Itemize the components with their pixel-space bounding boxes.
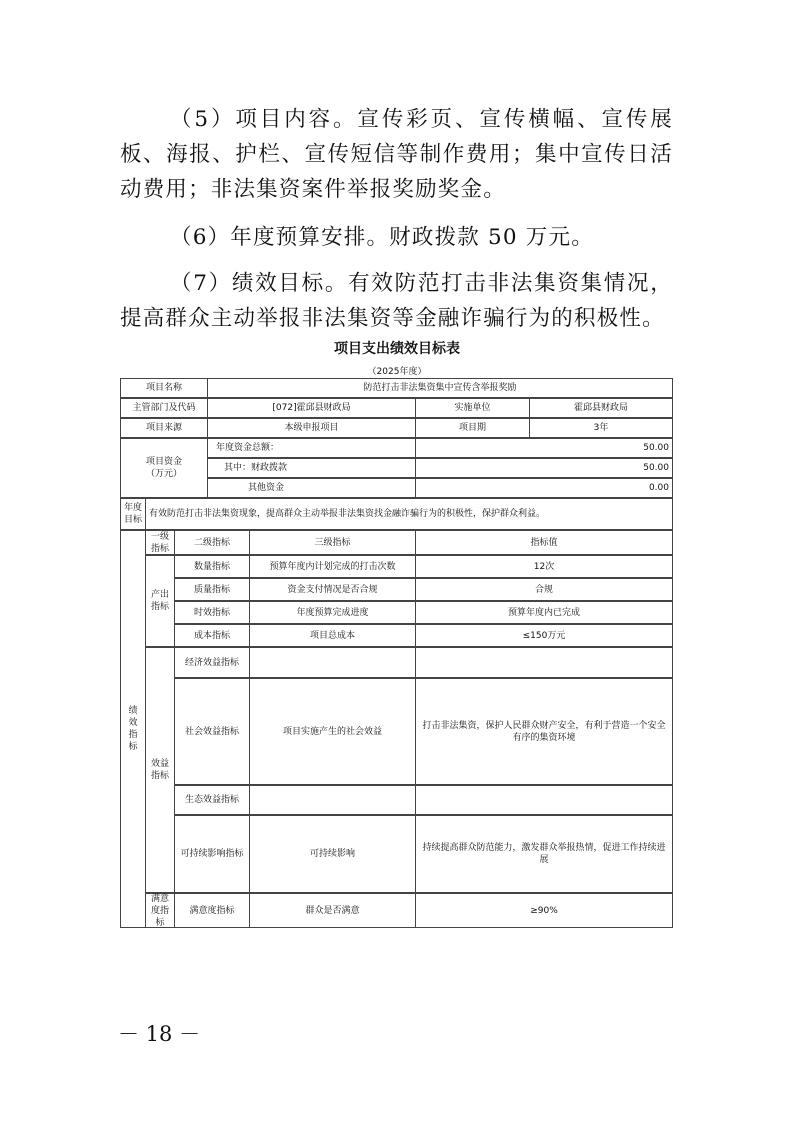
paragraph-budget: （6）年度预算安排。财政拨款 50 万元。 (170, 225, 594, 250)
funds-fiscal: 50.00 (415, 458, 673, 478)
indicator-level3: 项目实施产生的社会效益 (249, 678, 416, 785)
table-title: 项目支出绩效目标表 (334, 341, 460, 357)
indicator-value (415, 647, 673, 678)
table-year: （2025年度） (367, 367, 427, 377)
paragraph-performance-goal: （7）绩效目标。有效防范打击非法集资集情况，提高群众主动举报非法集资等金融诈骗行为的积极性。 (120, 271, 673, 331)
header-level3: 三级指标 (249, 530, 416, 555)
indicator-level3: 预算年度内计划完成的打击次数 (249, 555, 416, 578)
project-name-label: 项目名称 (120, 378, 208, 398)
indicator-level2: 可持续影响指标 (174, 815, 250, 893)
indicator-level3: 资金支付情况是否合规 (249, 578, 416, 601)
period-label: 项目期 (415, 418, 530, 438)
funds-fiscal-label: 其中：财政拨款 (207, 458, 416, 478)
indicator-level2: 时效指标 (174, 601, 250, 624)
output-label: 产出指标 (145, 555, 175, 647)
satisfaction-label: 满意度指标 (145, 893, 175, 928)
dept-label: 主管部门及代码 (120, 398, 208, 418)
indicator-level2: 生态效益指标 (174, 785, 250, 815)
dept: [072]霍邱县财政局 (207, 398, 416, 418)
goal: 有效防范打击非法集资现象，提高群众主动举报非法集资找金融诈骗行为的积极性，保护群众利益。 (145, 498, 673, 530)
header-value: 指标值 (415, 530, 673, 555)
indicator-value: 12次 (415, 555, 673, 578)
paragraph-project-content: （5）项目内容。宣传彩页、宣传横幅、宣传展板、海报、护栏、宣传短信等制作费用；集中宣传日活动费用；非法集资案件举报奖励奖金。 (120, 107, 673, 202)
indicator-level3: 群众是否满意 (249, 893, 416, 928)
indicator-value: ≥90% (415, 893, 673, 928)
funds-total-label: 年度资金总额： (207, 438, 416, 458)
indicator-level3: 可持续影响 (249, 815, 416, 893)
funds-other-label: 其他资金 (207, 478, 416, 498)
source-label: 项目来源 (120, 418, 208, 438)
indicator-value: 持续提高群众防范能力，激发群众举报热情，促进工作持续进展 (415, 815, 673, 893)
indicator-value: 合规 (415, 578, 673, 601)
perf-label: 绩效指标 (120, 530, 146, 928)
header-level1: 一级指标 (145, 530, 175, 555)
indicator-level3 (249, 647, 416, 678)
indicator-value: 打击非法集资，保护人民群众财产安全，有利于营造一个安全有序的集资环境 (415, 678, 673, 785)
indicator-level2: 满意度指标 (174, 893, 250, 928)
indicator-level3: 年度预算完成进度 (249, 601, 416, 624)
indicator-value (415, 785, 673, 815)
indicator-level2: 社会效益指标 (174, 678, 250, 785)
page-number: － 18 － (118, 1022, 201, 1046)
benefit-label: 效益指标 (145, 647, 175, 893)
indicator-value: 预算年度内已完成 (415, 601, 673, 624)
indicator-level3: 项目总成本 (249, 624, 416, 647)
indicator-level2: 成本指标 (174, 624, 250, 647)
indicator-level2: 数量指标 (174, 555, 250, 578)
funds-total: 50.00 (415, 438, 673, 458)
source: 本级申报项目 (207, 418, 416, 438)
indicator-level3 (249, 785, 416, 815)
indicator-value: ≤150万元 (415, 624, 673, 647)
header-level2: 二级指标 (174, 530, 250, 555)
period: 3年 (529, 418, 673, 438)
funds-label: 项目资金 （万元） (120, 438, 208, 498)
indicator-level2: 质量指标 (174, 578, 250, 601)
project-name: 防范打击非法集资集中宣传含举报奖励 (207, 378, 673, 398)
indicator-level2: 经济效益指标 (174, 647, 250, 678)
unit-label: 实施单位 (415, 398, 530, 418)
unit: 霍邱县财政局 (529, 398, 673, 418)
funds-other: 0.00 (415, 478, 673, 498)
goal-label: 年度目标 (120, 498, 146, 530)
